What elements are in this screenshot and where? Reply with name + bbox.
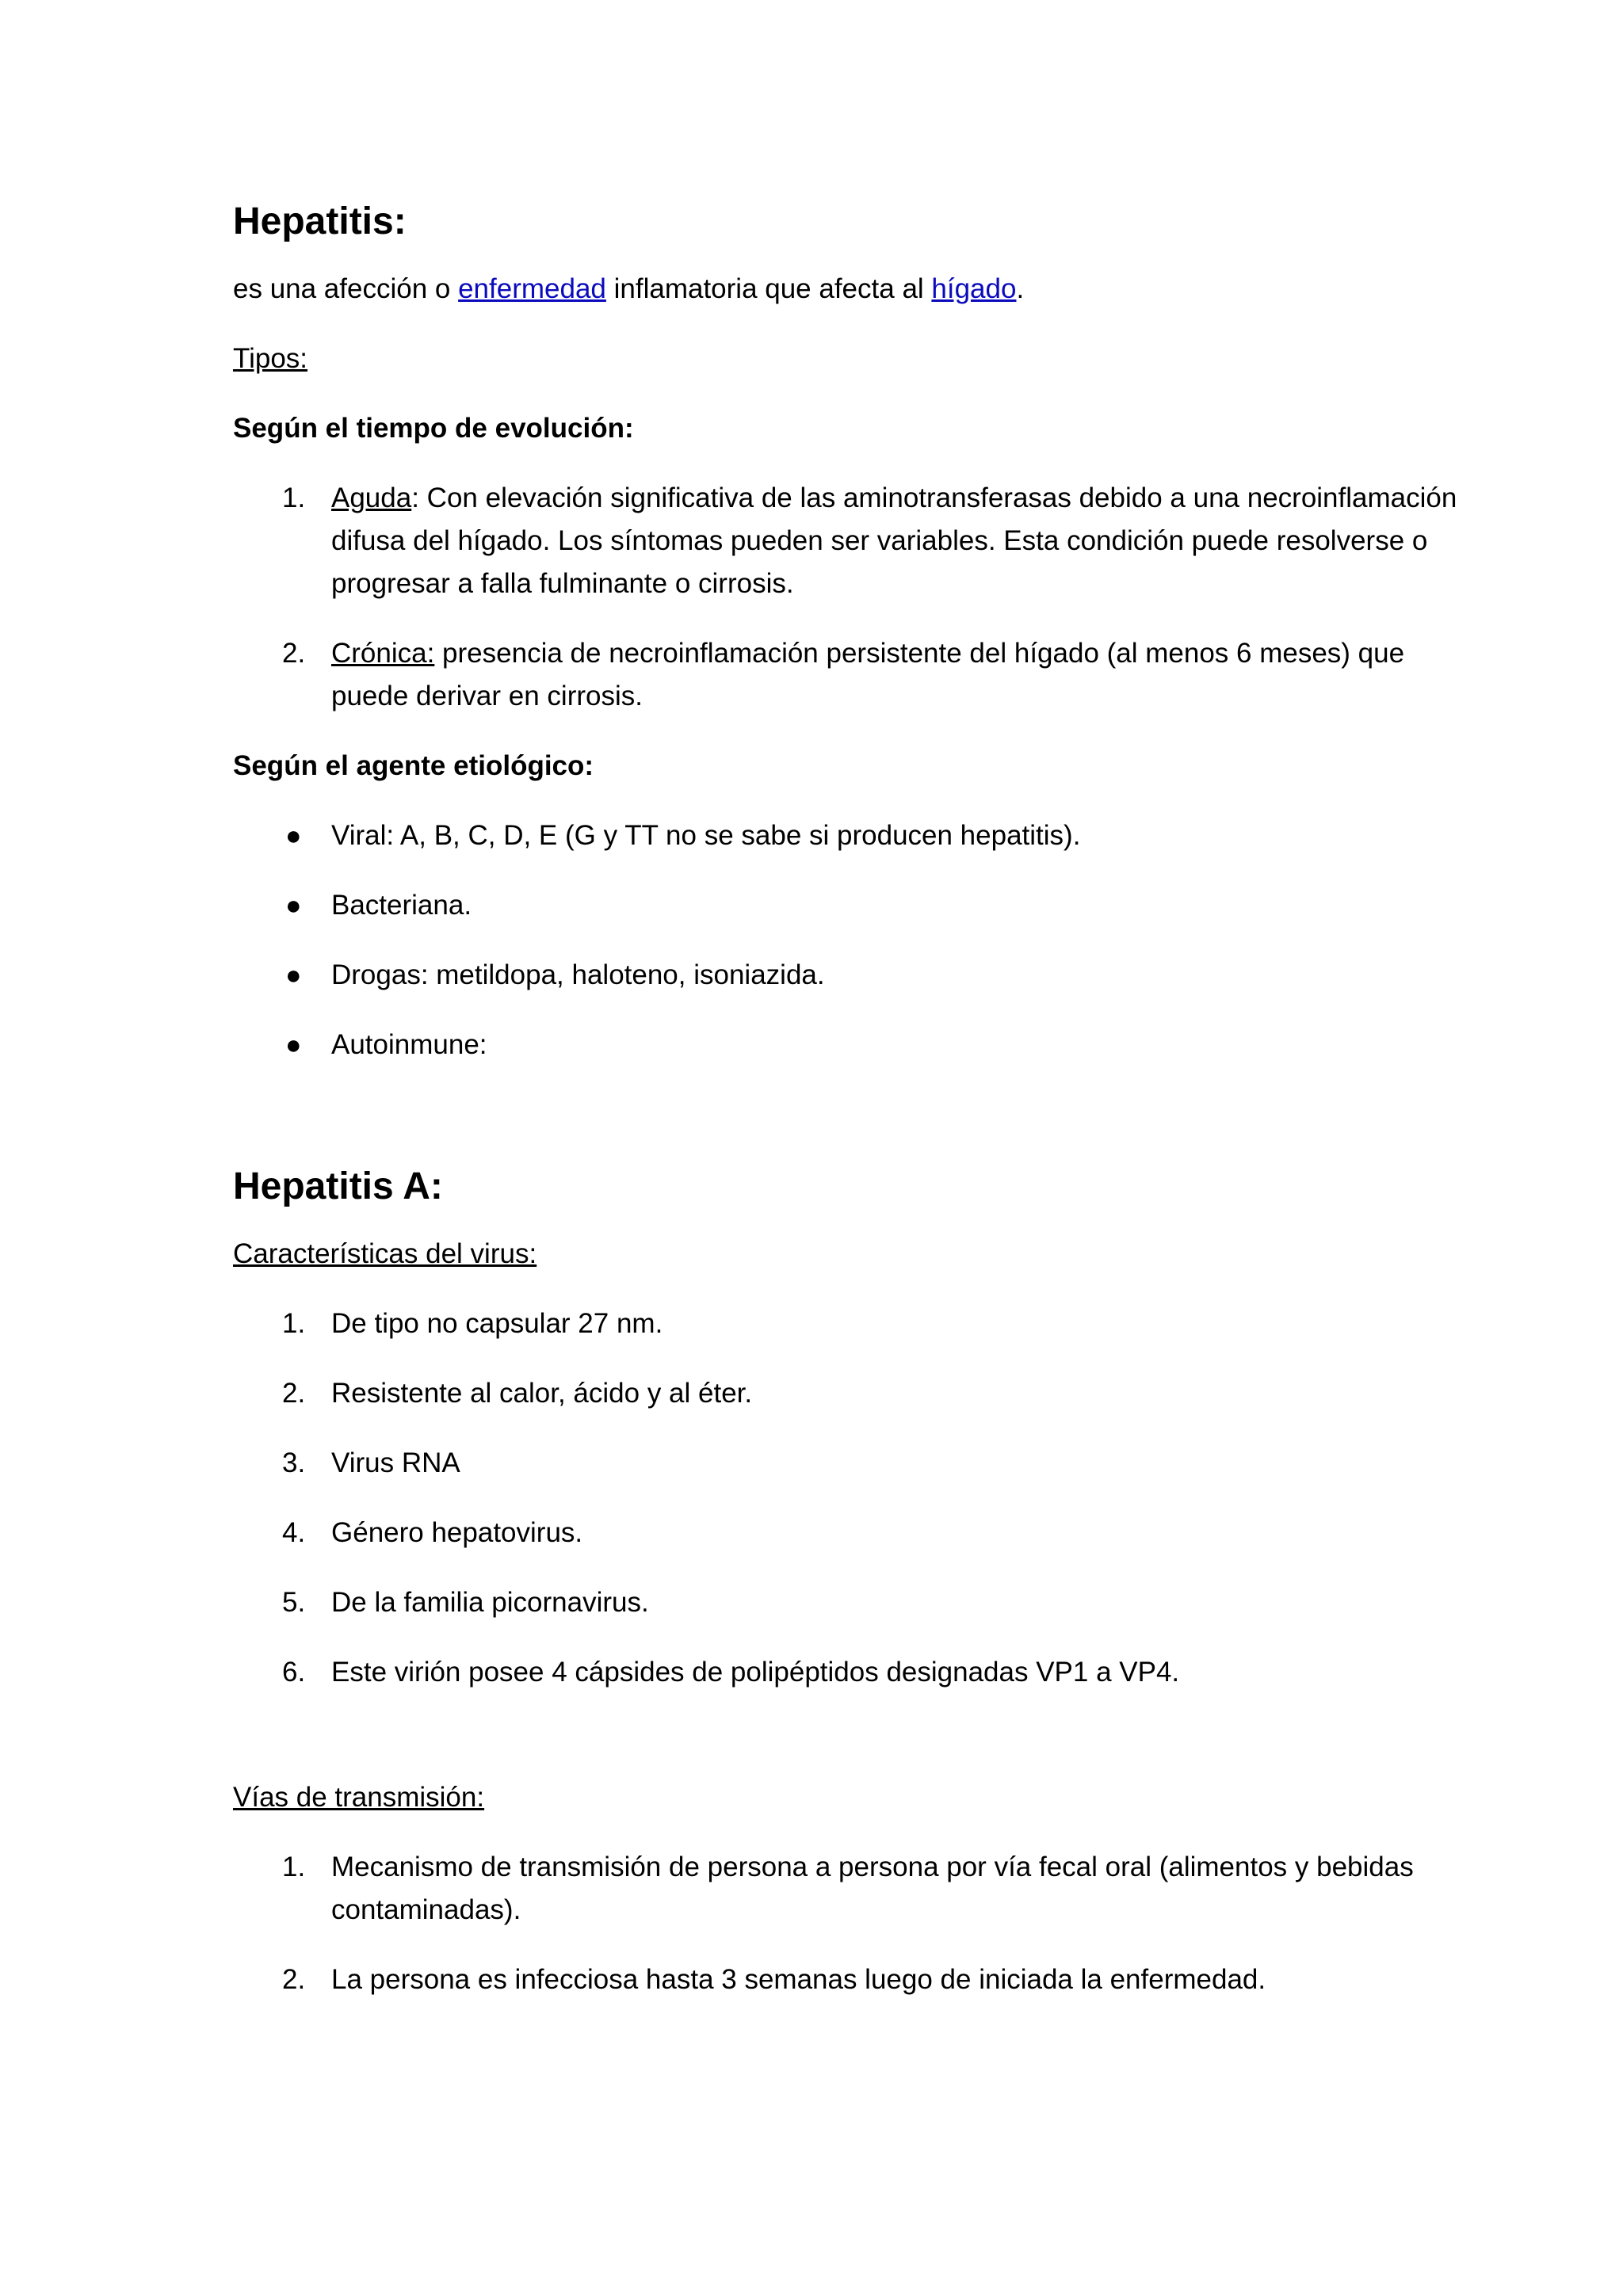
list-item: ● Viral: A, B, C, D, E (G y TT no se sabe si producen hepatitis). bbox=[233, 814, 1465, 857]
heading-hepatitis-a: Hepatitis A: bbox=[233, 1165, 443, 1207]
bullet-icon: ● bbox=[285, 1030, 302, 1060]
evolucion-heading: Según el tiempo de evolución: bbox=[233, 413, 634, 444]
list-item: 2. La persona es infecciosa hasta 3 semanas luego de iniciada la enfermedad. bbox=[282, 1964, 1266, 1995]
etiologico-list bbox=[233, 814, 1465, 1066]
caracteristicas-list bbox=[233, 1302, 1465, 1694]
bullet-icon: ● bbox=[285, 960, 302, 990]
list-item: 6. Este virión posee 4 cápsides de polipéptidos designadas VP1 a VP4. bbox=[282, 1657, 1180, 1688]
list-item: 1. Aguda: Con elevación significativa de las aminotransferasas debido a una necroinflamación difusa del hígado. Los síntomas pueden ser variables. Esta condición puede resolverse o progresar a falla fulminante o cirrosis. bbox=[282, 482, 1457, 599]
tipos-label: Tipos: bbox=[233, 343, 308, 374]
list-item: 3. Virus RNA bbox=[282, 1447, 460, 1478]
transmision-label: Vías de transmisión: bbox=[233, 1782, 485, 1813]
term-aguda: Aguda bbox=[331, 482, 412, 513]
list-item: 2. Resistente al calor, ácido y al éter. bbox=[282, 1378, 753, 1409]
list-item: 2. Crónica: presencia de necroinflamación persistente del hígado (al menos 6 meses) que puede derivar en cirrosis. bbox=[282, 638, 1405, 711]
list-item: 1. De tipo no capsular 27 nm. bbox=[282, 1308, 663, 1339]
bullet-icon: ● bbox=[285, 821, 302, 851]
caracteristicas-label: Características del virus: bbox=[233, 1238, 537, 1269]
list-item: ● Autoinmune: bbox=[233, 1024, 1465, 1066]
list-item: ● Bacteriana. bbox=[233, 884, 1465, 927]
link-enfermedad[interactable]: enfermedad bbox=[458, 273, 606, 304]
transmision-list bbox=[233, 1846, 1465, 2001]
link-higado[interactable]: hígado bbox=[931, 273, 1017, 304]
list-item: 4. Género hepatovirus. bbox=[282, 1517, 583, 1548]
etiologico-heading: Según el agente etiológico: bbox=[233, 750, 594, 781]
list-item: ● Drogas: metildopa, haloteno, isoniazida. bbox=[233, 954, 1465, 997]
heading-hepatitis: Hepatitis: bbox=[233, 200, 407, 242]
term-cronica: Crónica: bbox=[331, 638, 435, 669]
bullet-icon: ● bbox=[285, 891, 302, 921]
list-item: 5. De la familia picornavirus. bbox=[282, 1587, 649, 1618]
list-item: 1. Mecanismo de transmisión de persona a persona por vía fecal oral (alimentos y bebidas contaminadas). bbox=[282, 1852, 1414, 1925]
evolucion-list bbox=[233, 477, 1465, 718]
intro-paragraph: es una afección o enfermedad inflamatoria que afecta al hígado. bbox=[233, 273, 1025, 304]
